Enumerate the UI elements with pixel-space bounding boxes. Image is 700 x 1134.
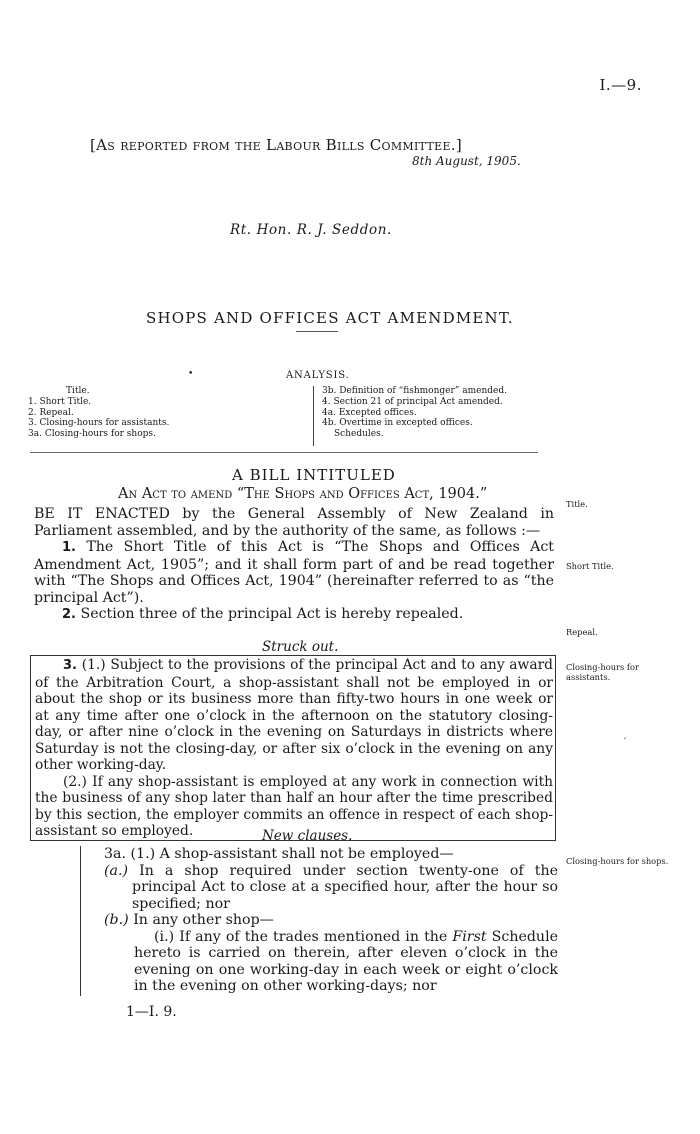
section-text: The Short Title of this Act is “The Shops and Offices Act Amendment Act, 1905”; and it shall form part of and be read together with “The Shops and Offices Act, 1904” (hereinafter referred to as “the principal Act”). [34, 539, 554, 606]
bill-body [34, 506, 554, 624]
analysis-rule [30, 452, 538, 453]
member-name: Rt. Hon. R. J. Seddon. [230, 222, 392, 238]
section-number: 1. [62, 540, 76, 555]
margin-note-closing-shops: Closing-hours for shops. [566, 856, 669, 866]
subparagraph-text: Schedule hereto is carried on therein, after eleven o’clock in the evening on one working-day in each week or eight o’clock in the evening on other working-days; nor [134, 928, 559, 994]
bill-title: SHOPS AND OFFICES ACT AMENDMENT. [146, 309, 514, 327]
section-3-subsection-2: (2.) If any shop-assistant is employed at any work in connection with the business of any shop later than half an hour after the time prescribed by this section, the employer commits an offence in respect of each shop-assistant so employed. [35, 773, 553, 839]
analysis-item: Title. [66, 386, 90, 396]
section-text: Section three of the principal Act is hereby repealed. [80, 606, 464, 622]
section-2 [34, 606, 554, 624]
section-number: 2. [62, 607, 76, 622]
long-title: An Act to amend “The Shops and Offices Act, 1904.” [118, 486, 488, 502]
analysis-right-column [322, 386, 592, 440]
subparagraph-label: (i.) [154, 928, 175, 945]
margin-tick-mark: ′ [624, 737, 627, 748]
new-clauses-heading: New clauses. [262, 828, 353, 844]
analysis-divider [313, 386, 314, 446]
section-text: (1.) A shop-assistant shall not be employed— [130, 846, 454, 862]
bullet-mark: • [188, 369, 194, 379]
paragraph-text: In a shop required under section twenty-one of the principal Act to close at a specified hour, after the hour so specified; nor [132, 862, 558, 912]
margin-note-repeal: Repeal. [566, 627, 598, 637]
section-number: 3. [63, 658, 77, 673]
section-3-subsection-1 [35, 657, 553, 774]
page-number: I.—9. [599, 76, 642, 94]
struck-out-box [30, 655, 556, 841]
paragraph-text: In any other shop— [133, 912, 274, 928]
subparagraph-i [104, 929, 558, 995]
paragraph-a [104, 863, 558, 913]
paragraph-label: (b.) [104, 912, 129, 928]
section-1 [34, 539, 554, 606]
paragraph-label: (a.) [104, 862, 129, 879]
margin-note-short-title: Short Title. [566, 561, 614, 571]
title-rule [296, 331, 338, 332]
analysis-item: 1. Short Title. [28, 396, 92, 407]
margin-note-closing-assistants: Closing-hours for assistants. [566, 662, 639, 682]
section-number: 3a. [104, 846, 126, 862]
analysis-item: 3a. Closing-hours for shops. [28, 429, 156, 440]
reported-from-committee: [As reported from the Labour Bills Committee.] [90, 136, 462, 154]
new-clauses-bar [80, 846, 81, 996]
analysis-item: 4a. Excepted offices. [322, 407, 417, 418]
analysis-heading: ANALYSIS. [286, 370, 350, 381]
subparagraph-text: If any of the trades mentioned in the [179, 928, 448, 945]
analysis-item: 4b. Overtime in excepted offices. [322, 418, 473, 429]
analysis-item: Schedules. [334, 429, 384, 440]
page-signature: 1—I. 9. [126, 1004, 177, 1020]
section-3a-subsection-1 [104, 846, 558, 863]
schedule-reference: First [452, 928, 487, 945]
analysis-item: 4. Section 21 of principal Act amended. [322, 396, 503, 407]
paragraph-b [104, 912, 558, 929]
report-date: 8th August, 1905. [412, 154, 521, 168]
section-text: (1.) Subject to the provisions of the principal Act and to any award of the Arbitration Court, a shop-assistant shall not be employed in or about the shop or its business more than fifty-two hours in one week or at any time after one o’clock in the afternoon on the statutory closing-day, or after nine o’clock in the evening on Saturdays in districts where Saturday is not the closing-day, or after six o’clock in the evening on any other working-day. [35, 657, 553, 773]
analysis-item: 3. Closing-hours for assistants. [28, 418, 170, 429]
analysis-item: 3b. Definition of “fishmonger” amended. [322, 386, 507, 396]
enacting-clause: BE IT ENACTED by the General Assembly of New Zealand in Parliament assembled, and by the authority of the same, as follows :— [34, 506, 554, 539]
analysis-item: 2. Repeal. [28, 407, 74, 418]
struck-out-heading: Struck out. [262, 639, 339, 655]
analysis-left-column [28, 386, 296, 440]
bill-intituled: A BILL INTITULED [232, 466, 396, 484]
margin-note-title: Title. [566, 499, 588, 509]
new-clauses-body [104, 846, 558, 995]
